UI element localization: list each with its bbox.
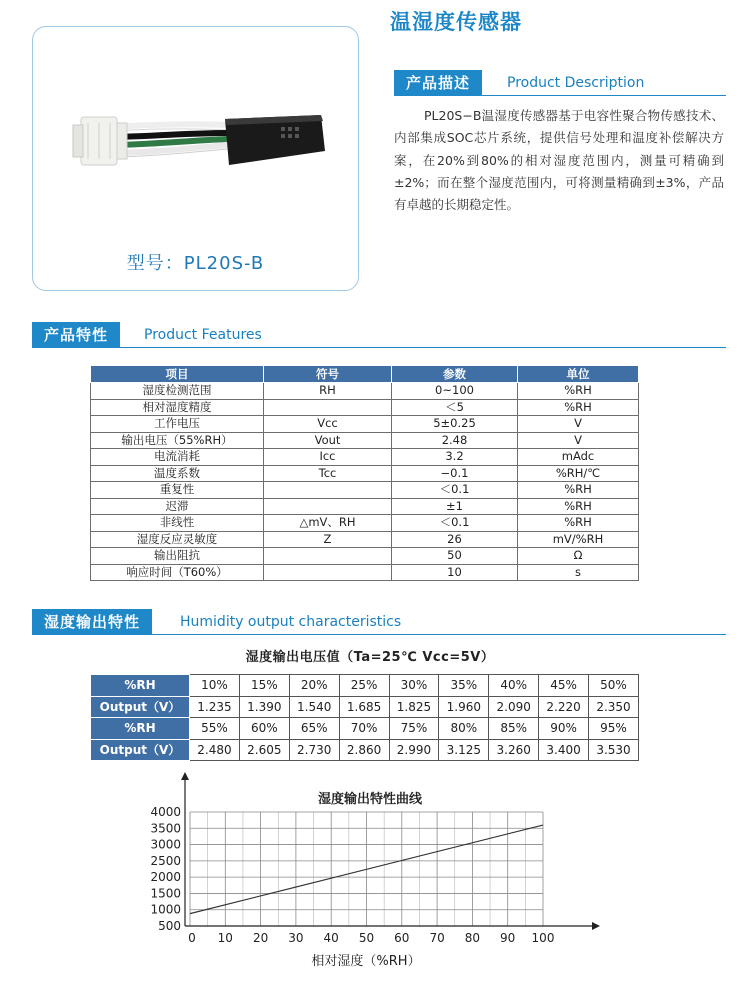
- y-axis-arrow-icon: [181, 772, 189, 780]
- table-cell: 25%: [339, 675, 389, 697]
- table-row: [91, 548, 639, 565]
- x-tick-label: 70: [429, 931, 445, 945]
- table-cell: 30%: [389, 675, 439, 697]
- page-title: 温湿度传感器: [390, 10, 522, 34]
- table-cell: 电流消耗: [91, 449, 264, 466]
- y-tick-label: 3500: [150, 821, 181, 836]
- table-cell: 80%: [439, 718, 489, 740]
- table-cell: %RH/℃: [518, 465, 639, 482]
- table-cell: ＜0.1: [392, 482, 518, 499]
- table-cell: mV/%RH: [518, 531, 639, 548]
- x-tick-label: 100: [531, 931, 555, 945]
- output-section-header: [32, 609, 726, 635]
- table-cell: [264, 564, 392, 581]
- sensor-product-image: [33, 27, 360, 227]
- table-cell: 温度系数: [91, 465, 264, 482]
- output-table-title: 湿度输出电压值（Ta=25℃ Vcc=5V）: [245, 650, 495, 665]
- table-cell: 3.260: [489, 739, 539, 761]
- table-cell: V: [518, 432, 639, 449]
- table-row: [91, 399, 639, 416]
- table-row: [91, 515, 639, 532]
- x-tick-label: 60: [394, 931, 410, 945]
- y-tick-label: 2500: [150, 853, 181, 868]
- table-cell: 70%: [339, 718, 389, 740]
- y-tick-label: 1000: [150, 902, 181, 917]
- x-tick-label: 0: [188, 931, 196, 945]
- table-cell: 2.350: [589, 696, 639, 718]
- table-cell: 26: [392, 531, 518, 548]
- model-label: 型号：PL20S-B: [126, 253, 265, 274]
- output-tab: 湿度输出特性: [32, 609, 152, 635]
- features-tab: 产品特性: [32, 322, 120, 348]
- table-cell: 3.125: [439, 739, 489, 761]
- x-axis-arrow-icon: [592, 922, 600, 930]
- table-cell: 工作电压: [91, 416, 264, 433]
- table-cell: 10: [392, 564, 518, 581]
- table-cell: 非线性: [91, 515, 264, 532]
- table-cell: [264, 399, 392, 416]
- table-row: [91, 696, 639, 718]
- table-cell: △mV、RH: [264, 515, 392, 532]
- x-tick-label: 80: [464, 931, 481, 945]
- x-axis-label: 相对湿度（%RH）: [311, 954, 421, 969]
- table-cell: 输出电压（55%RH）: [91, 432, 264, 449]
- table-row: [91, 675, 639, 697]
- table-cell: %RH: [518, 515, 639, 532]
- table-cell: 2.990: [389, 739, 439, 761]
- product-image-box: [32, 26, 359, 291]
- table-cell: mAdc: [518, 449, 639, 466]
- table-cell: 85%: [489, 718, 539, 740]
- table-cell: 15%: [239, 675, 289, 697]
- table-row: [91, 564, 639, 581]
- table-cell: 95%: [589, 718, 639, 740]
- features-table: [90, 365, 639, 581]
- x-tick-label: 40: [323, 931, 339, 945]
- table-cell: ＜0.1: [392, 515, 518, 532]
- table-cell: 50%: [589, 675, 639, 697]
- table-header-cell: 项目: [91, 366, 264, 383]
- table-cell: 输出阻抗: [91, 548, 264, 565]
- x-tick-label: 50: [358, 931, 375, 945]
- table-cell: 50: [392, 548, 518, 565]
- table-row: [91, 432, 639, 449]
- table-cell: 3.400: [539, 739, 589, 761]
- section-divider: [394, 95, 726, 96]
- row-label-cell: Output（V）: [91, 696, 190, 718]
- table-cell: 55%: [190, 718, 240, 740]
- table-row: [91, 465, 639, 482]
- table-row: [91, 531, 639, 548]
- table-cell: 1.540: [289, 696, 339, 718]
- table-cell: Z: [264, 531, 392, 548]
- table-cell: 2.605: [239, 739, 289, 761]
- table-cell: 2.480: [190, 739, 240, 761]
- table-cell: [264, 482, 392, 499]
- product-description-text: PL20S−B温湿度传感器基于电容性聚合物传感技术、内部集成SOC芯片系统，提供信号处理和温度补偿解决方案，在20%到80%的相对湿度范围内，测量可精确到±2%；而在整个湿度范围内，可将测量精确到±3%，产品有卓越的长期稳定性。: [394, 108, 724, 213]
- table-row: [91, 498, 639, 515]
- y-tick-label: 1500: [150, 886, 181, 901]
- table-cell: 1.685: [339, 696, 389, 718]
- table-cell: 3.2: [392, 449, 518, 466]
- y-tick-label: 4000: [150, 805, 181, 819]
- table-cell: [264, 548, 392, 565]
- table-cell: 2.48: [392, 432, 518, 449]
- row-label-cell: %RH: [91, 718, 190, 740]
- table-cell: 35%: [439, 675, 489, 697]
- table-cell: 相对湿度精度: [91, 399, 264, 416]
- x-tick-label: 10: [217, 931, 233, 945]
- table-cell: %RH: [518, 383, 639, 400]
- row-label-cell: Output（V）: [91, 739, 190, 761]
- table-cell: %RH: [518, 498, 639, 515]
- table-header-cell: 单位: [518, 366, 639, 383]
- table-cell: 2.730: [289, 739, 339, 761]
- x-tick-label: 20: [252, 931, 269, 945]
- table-cell: 1.390: [239, 696, 289, 718]
- table-cell: Ω: [518, 548, 639, 565]
- table-cell: Icc: [264, 449, 392, 466]
- y-tick-label: 2000: [150, 870, 181, 885]
- table-row: [91, 383, 639, 400]
- table-cell: 45%: [539, 675, 589, 697]
- table-cell: Tcc: [264, 465, 392, 482]
- table-row: [91, 718, 639, 740]
- table-header-row: [91, 366, 639, 383]
- table-cell: ＜5: [392, 399, 518, 416]
- table-cell: 湿度检测范围: [91, 383, 264, 400]
- table-row: [91, 739, 639, 761]
- table-cell: 90%: [539, 718, 589, 740]
- section-divider: [32, 347, 726, 348]
- table-cell: −0.1: [392, 465, 518, 482]
- table-row: [91, 482, 639, 499]
- table-header-cell: 参数: [392, 366, 518, 383]
- table-cell: %RH: [518, 399, 639, 416]
- table-cell: 2.220: [539, 696, 589, 718]
- table-cell: 湿度反应灵敏度: [91, 531, 264, 548]
- table-cell: 40%: [489, 675, 539, 697]
- features-section-header: [32, 322, 726, 348]
- table-cell: 0~100: [392, 383, 518, 400]
- table-row: [91, 416, 639, 433]
- features-english-title: Product Features: [144, 327, 262, 343]
- humidity-output-chart: [0, 766, 740, 988]
- table-cell: RH: [264, 383, 392, 400]
- table-cell: 1.235: [190, 696, 240, 718]
- chart-title: 湿度输出特性曲线: [317, 792, 422, 807]
- row-label-cell: %RH: [91, 675, 190, 697]
- table-cell: 1.825: [389, 696, 439, 718]
- table-cell: 2.090: [489, 696, 539, 718]
- table-cell: 20%: [289, 675, 339, 697]
- table-cell: 2.860: [339, 739, 389, 761]
- table-cell: s: [518, 564, 639, 581]
- output-english-title: Humidity output characteristics: [180, 614, 402, 630]
- table-cell: 迟滞: [91, 498, 264, 515]
- x-tick-label: 90: [500, 931, 516, 945]
- table-cell: 10%: [190, 675, 240, 697]
- table-cell: Vout: [264, 432, 392, 449]
- table-row: [91, 449, 639, 466]
- table-cell: ±1: [392, 498, 518, 515]
- table-cell: %RH: [518, 482, 639, 499]
- table-cell: V: [518, 416, 639, 433]
- output-voltage-table: [90, 674, 639, 761]
- section-divider: [32, 634, 726, 635]
- table-cell: 60%: [239, 718, 289, 740]
- table-cell: 75%: [389, 718, 439, 740]
- y-tick-label: 500: [158, 919, 181, 933]
- description-section-header: [394, 70, 726, 96]
- description-tab: 产品描述: [394, 70, 482, 96]
- x-tick-label: 30: [288, 931, 304, 945]
- table-cell: 1.960: [439, 696, 489, 718]
- table-header-cell: 符号: [264, 366, 392, 383]
- y-tick-label: 3000: [150, 837, 181, 852]
- table-cell: 3.530: [589, 739, 639, 761]
- description-english-title: Product Description: [507, 75, 645, 91]
- table-cell: Vcc: [264, 416, 392, 433]
- table-cell: 65%: [289, 718, 339, 740]
- table-cell: 重复性: [91, 482, 264, 499]
- table-cell: 响应时间（T60%）: [91, 564, 264, 581]
- table-cell: 5±0.25: [392, 416, 518, 433]
- table-cell: [264, 498, 392, 515]
